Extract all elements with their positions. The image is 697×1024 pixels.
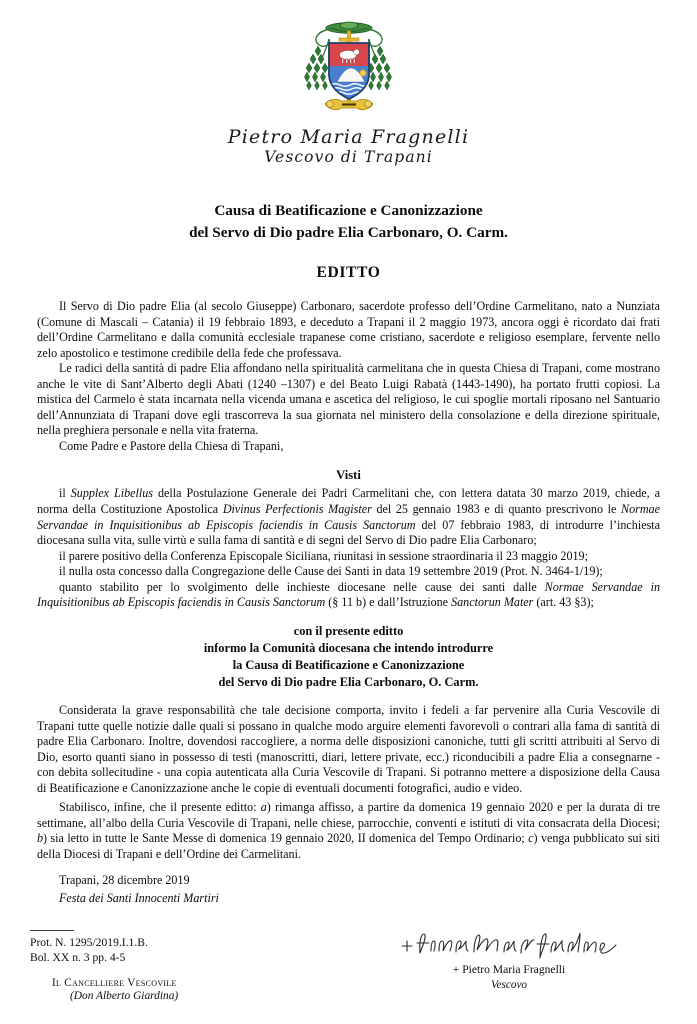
document-title-line2: del Servo di Dio padre Elia Carbonaro, O. Carm.: [189, 223, 508, 241]
place-and-date: Trapani, 28 dicembre 2019: [59, 873, 190, 888]
document-body: [0, 200, 697, 992]
episcopal-coat-of-arms-icon: [287, 18, 411, 122]
paragraph-invitation: Considerata la grave responsabilità che tale decisione comporta, invito i fedeli a far pervenire alla Curia Vescovile di Trapani tutte quelle notizie dalle quali si possano in qualche modo arguire elementi favorevoli o contrari alla fama di santità di padre Elia Carbonaro. Inoltre, dovendosi raccogliere, a norma delle disposizioni canoniche, tutti gli scritti attribuiti al Servo di Dio, esorto quanti siano in possesso di testi (manoscritti, diari, lettere private, ecc.) riconducibili a padre Elia a consegnarne - con debita sollecitudine - una copia autenticata alla Curia Vescovile di Trapani. Si potranno mettere a disposizione della Causa di Beatificazione e Canonizzazione anche le copie di eventuali documenti fotografici, audio e video.: [37, 703, 660, 795]
visti-1-tail: del 07 febbraio 1983, di introdurre l’inchiesta diocesana sulla vita, sulle virtù e sulla fama di santità e di segni del Servo di Dio padre Elia Carbonaro;: [37, 517, 661, 548]
visti-1-italic-supplex: Supplex Libellus: [70, 486, 153, 501]
visti-item-conferenza: il parere positivo della Conferenza Episcopale Siciliana, riunitasi in sessione straordinaria il 23 maggio 2019;: [59, 548, 588, 563]
declaration-line1: con il presente editto: [293, 623, 404, 638]
visti-1-italic-normae: Normae Servandae in Inquisitionibus ab Episcopis faciendis in Causis Sanctorum: [37, 502, 660, 532]
chancellor-title: Il Cancelliere Vescovile: [52, 977, 177, 989]
signature-printed-name: + Pietro Maria Fragnelli: [452, 963, 566, 977]
document-title-line1: Causa di Beatificazione e Canonizzazione: [214, 202, 483, 219]
signature-role: Vescovo: [490, 978, 528, 991]
paragraph-biography: Il Servo di Dio padre Elia (al secolo Giuseppe) Carbonaro, sacerdote professo dell’Ordine Carmelitano, nato a Nunziata (Comune di Mascali – Catania) il 19 febbraio 1893, e deceduto a Trapani il 2 maggio 1973, ancora oggi è ricordato dai frati dell’Ordine Carmelitano e dalla comunità ecclesiale trapanese come cristiano, sacerdote e religioso esemplare, fervente nello zelo apostolico e testimone credibile della fede che professava.: [37, 299, 660, 360]
document-heading: EDITTO: [316, 264, 381, 282]
feast-day: Festa dei Santi Innocenti Martiri: [59, 891, 219, 906]
provisions-p2: ) rimanga affisso, a partire da domenica 19 gennaio 2020 e per la durata di tre settimane, all’albo della Curia Vescovile di Trapani, nelle chiese, parrocchie, conventi e istituti di vita consacrata della Diocesi;: [37, 800, 660, 830]
declaration-line2: informo la Comunità diocesana che intendo introdurre: [203, 640, 494, 655]
protocol-number: Prot. N. 1295/2019.I.1.B.: [30, 935, 148, 949]
paragraph-spirituality: Le radici della santità di padre Elia affondano nella spiritualità carmelitana che in questa Chiesa di Trapani, come mostrano anche le vite di Sant’Alberto degli Abati (1240 –1307) e del Beato Luigi Rabatà (1443-1490), ha portato frutti copiosi. La mistica del Carmelo è stata incarnata nella vicenda umana e ascetica del religioso, le cui spoglie mortali riposano nel Santuario dell’Annunziata di Trapani dove egli trascorreva la sua giornata nel ministero della consolazione e della direzione spirituale, nella preghiera personale e nella vita fraterna.: [37, 361, 660, 438]
visti-1-mid1: della Postulazione Generale dei Padri Carmelitani che, con lettera datata 30 marzo 2019, chiede, a norma della Costituzione Apostolica: [37, 486, 660, 516]
declaration-block: [37, 623, 660, 691]
footer-divider: [30, 930, 74, 931]
declaration-line3: la Causa di Beatificazione e Canonizzazione: [232, 657, 465, 672]
declaration-line4: del Servo di Dio padre Elia Carbonaro, O. Carm.: [218, 675, 479, 690]
document-footer: [30, 930, 450, 1002]
visti-item-supplex-libellus: [37, 486, 660, 548]
paragraph-provisions: [37, 800, 660, 862]
visti-item-nulla-osta: il nulla osta concesso dalla Congregazione delle Cause dei Santi in data 19 settembre 2019 (Prot. N. 3464-1/19);: [59, 564, 603, 579]
motto-scroll: [325, 99, 373, 109]
provisions-marker-a: a: [260, 800, 267, 815]
bulletin-reference: Bol. XX n. 3 pp. 4-5: [30, 951, 126, 965]
document-title: [37, 200, 660, 243]
paragraph-pastor: Come Padre e Pastore della Chiesa di Trapani,: [59, 438, 284, 453]
visti-4-italic-normae: Normae Servandae in Inquisitionibus ab Episcopis faciendis in Causis Sanctorum: [37, 579, 660, 610]
provisions-marker-b: b: [37, 831, 44, 846]
bishop-title: Vescovo di Trapani: [264, 148, 433, 167]
provisions-p4: ) venga pubblicato sui siti della Diocesi di Trapani e dell’Ordine dei Carmelitani.: [37, 831, 660, 861]
chancellor-name: (Don Alberto Giardina): [70, 990, 179, 1002]
visti-4-tail: (art. 43 §3);: [533, 595, 594, 610]
provisions-p3: ) sia letto in tutte le Sante Messe di domenica 19 gennaio 2020, II domenica del Tempo Ordinario;: [43, 831, 529, 846]
bishop-name: Pietro Maria Fragnelli: [227, 126, 470, 148]
visti-item-normae: [37, 580, 660, 611]
visti-heading: Visti: [336, 468, 361, 483]
visti-4-italic-sanctorun-mater: Sanctorun Mater: [451, 595, 534, 610]
visti-4-lead: quanto stabilito per lo svolgimento delle inchieste diocesane nelle cause dei santi dalle: [59, 579, 545, 594]
visti-1-mid2: del 25 gennaio 1983 e di quanto prescrivono le: [371, 502, 622, 516]
visti-4-mid1: (§ 11 b) e dall’Istruzione: [325, 595, 452, 610]
provisions-p1: Stabilisco, infine, che il presente editto:: [59, 800, 261, 815]
letterhead: [0, 0, 697, 167]
provisions-marker-c: c: [528, 831, 534, 846]
visti-1-italic-divinus: Divinus Perfectionis Magister: [222, 502, 372, 516]
visti-1-lead: il: [59, 486, 71, 501]
